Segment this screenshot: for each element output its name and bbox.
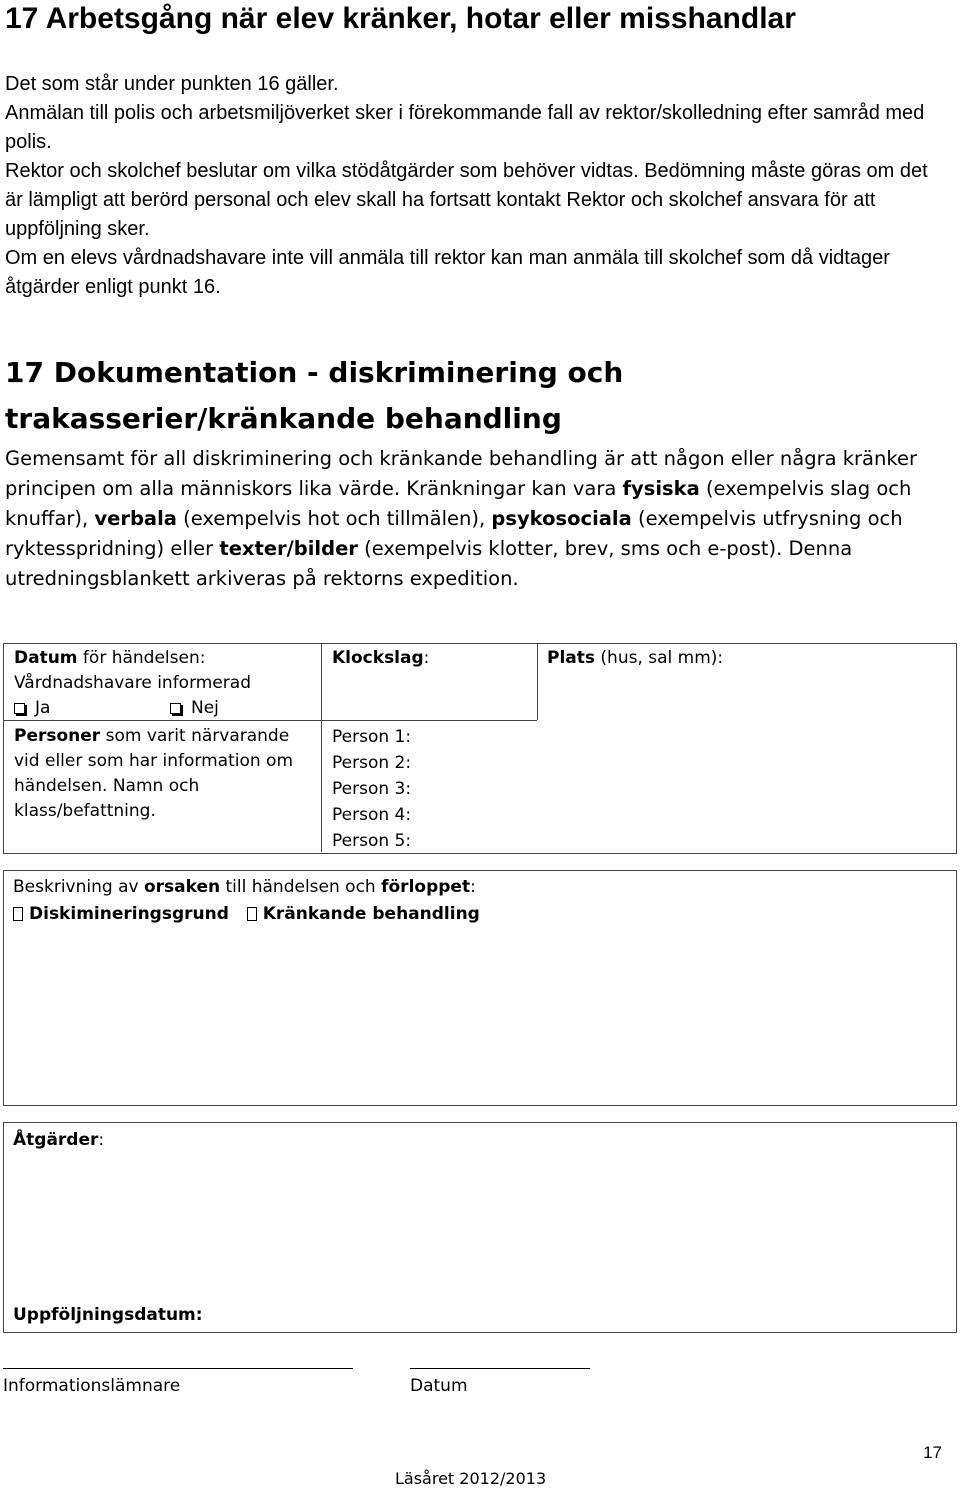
intro-paragraph: Anmälan till polis och arbetsmiljöverket sker i förekommande fall av rektor/skolledning efter samråd med polis.	[5, 102, 925, 153]
description-bold: förloppet	[381, 877, 471, 897]
no-label: Nej	[191, 698, 219, 718]
date-label: Datum	[410, 1376, 468, 1396]
body-text: (exempelvis slag och knuffar),	[5, 477, 912, 530]
description-text: :	[470, 877, 476, 897]
date-signature-line[interactable]	[410, 1368, 590, 1369]
body-bold: texter/bilder	[219, 537, 358, 560]
guardian-options	[14, 696, 314, 721]
klockslag-label: Klockslag	[332, 648, 424, 668]
personer-label-rest: som varit närvarande vid eller som har information om händelsen. Namn och klass/befattning.	[14, 726, 294, 821]
body-text: (exempelvis klotter, brev, sms och e-post). Denna utredningsblankett arkiveras på rektorns expedition.	[5, 537, 853, 590]
page-number: 17	[923, 1443, 942, 1462]
diskriminering-label: Diskimineringsgrund	[29, 904, 229, 924]
dokumentation-paragraph	[5, 444, 950, 594]
person-field[interactable]: Person 5:	[332, 831, 412, 851]
plats-cell[interactable]	[547, 646, 723, 671]
person-field[interactable]: Person 3:	[332, 779, 412, 799]
actions-colon: :	[98, 1130, 105, 1150]
yes-checkbox[interactable]	[14, 703, 25, 714]
guardian-informed-label: Vårdnadshavare informerad	[14, 673, 251, 693]
plats-label-rest: (hus, sal mm):	[595, 648, 724, 668]
body-bold: verbala	[94, 507, 177, 530]
body-bold: fysiska	[622, 477, 700, 500]
personer-label: Personer	[14, 726, 101, 746]
informant-label: Informationslämnare	[3, 1376, 181, 1396]
krankande-label: Kränkande behandling	[262, 904, 480, 924]
intro-text	[5, 70, 950, 302]
table-divider	[321, 644, 322, 852]
description-label	[13, 875, 476, 900]
person-field[interactable]: Person 2:	[332, 753, 412, 773]
body-text: (exempelvis hot och tillmälen),	[176, 507, 492, 530]
intro-paragraph: Rektor och skolchef beslutar om vilka stödåtgärder som behöver vidtas. Bedömning måste göras om det är lämpligt att berörd personal och elev skall ha fortsatt kontakt Rektor och skolchef ansvara för att uppföljning sker.	[5, 160, 928, 240]
datum-cell[interactable]	[14, 646, 314, 721]
body-text: Gemensamt för all diskriminering och kränkande behandling är att någon eller några kränker principen om alla människors lika värde. Kränkningar kan vara	[5, 447, 917, 500]
actions-label	[13, 1128, 104, 1153]
description-bold: orsaken	[143, 877, 221, 897]
actions-label-text: Åtgärder	[13, 1130, 99, 1150]
datum-label: Datum	[14, 648, 78, 668]
body-text: (exempelvis utfrysning och ryktesspridning) eller	[5, 507, 903, 560]
klockslag-cell[interactable]	[332, 646, 429, 671]
yes-label: Ja	[35, 698, 51, 718]
description-text: till händelsen och	[220, 877, 382, 897]
body-bold: psykosociala	[491, 507, 632, 530]
description-options	[13, 902, 480, 927]
description-box[interactable]	[3, 870, 957, 1106]
intro-paragraph: Om en elevs vårdnadshavare inte vill anmäla till rektor kan man anmäla till skolchef som då vidtager åtgärder enligt punkt 16.	[5, 247, 890, 298]
plats-label: Plats	[547, 648, 596, 668]
person-field[interactable]: Person 4:	[332, 805, 412, 825]
incident-form-table	[3, 643, 957, 854]
datum-label-rest: för händelsen:	[77, 648, 206, 668]
footer-school-year: Läsåret 2012/2013	[395, 1469, 547, 1488]
section-heading-arbetsgang: 17 Arbetsgång när elev kränker, hotar eller misshandlar	[5, 2, 796, 35]
heading-line: 17 Dokumentation - diskriminering och	[5, 356, 624, 389]
table-divider	[537, 644, 538, 720]
followup-label: Uppföljningsdatum:	[13, 1305, 203, 1325]
section-heading-dokumentation	[5, 350, 623, 442]
krankande-checkbox[interactable]	[247, 907, 257, 921]
description-text: Beskrivning av	[13, 877, 144, 897]
klockslag-colon: :	[423, 648, 430, 668]
actions-box[interactable]	[3, 1122, 957, 1333]
personer-cell	[14, 724, 314, 824]
diskriminering-checkbox[interactable]	[13, 907, 23, 921]
informant-signature-line[interactable]	[3, 1368, 353, 1369]
no-checkbox[interactable]	[170, 703, 181, 714]
person-list	[332, 724, 411, 854]
intro-paragraph: Det som står under punkten 16 gäller.	[5, 73, 339, 95]
heading-line: trakasserier/kränkande behandling	[5, 402, 562, 435]
person-field[interactable]: Person 1:	[332, 727, 412, 747]
